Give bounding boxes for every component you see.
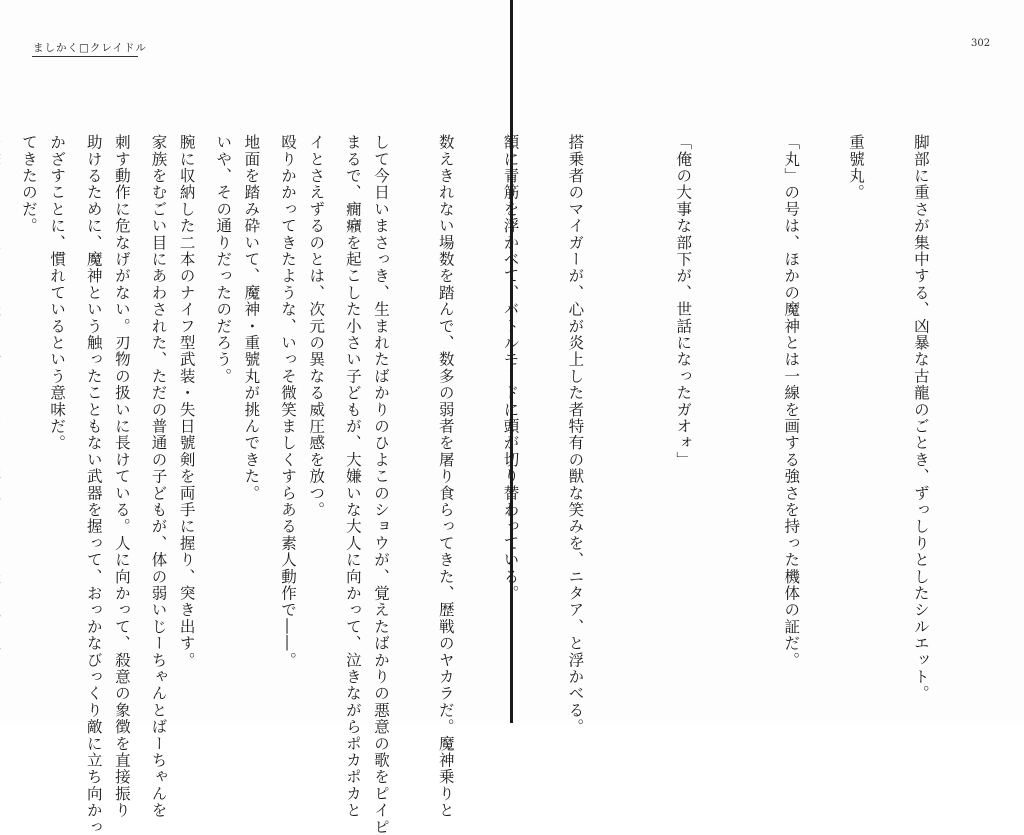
text-line: 家族をむごい目にあわされた、ただの普通の子どもが、体の弱いじーちゃんとばーちゃんを	[149, 134, 168, 819]
text-line	[0, 134, 2, 694]
text-line: 重號丸。	[847, 134, 866, 201]
text-line: 「俺の大事な部下が、世話になったガオォ」	[674, 134, 693, 468]
text-line: かざすことに、慣れているという意味だ。	[48, 134, 67, 452]
text-line: いや、その通りだったのだろう。	[214, 134, 233, 385]
page-number: 302	[971, 38, 991, 49]
text-line: 腕に収納した二本のナイフ型武装・失日號剣を両手に握り、突き出す。	[177, 134, 196, 669]
text-line: 地面を踏み砕いて、魔神・重號丸が挑んできた。	[242, 134, 261, 502]
text-line: 殴りかかってきたような、いっそ微笑ましくすらある素人動作で――。	[279, 134, 298, 669]
text-line: てきたのだ。	[19, 134, 38, 235]
text-line: 額に青筋を浮かべて、バトルモードに頭が切り替わっている。	[501, 134, 520, 602]
text-line: 脚部に重さが集中する、凶暴な古龍のごとき、ずっしりとしたシルエット。	[911, 134, 930, 702]
text-line: まるで、癇癪を起こした小さい子どもが、大嫌いな大人に向かって、泣きながらポカポカと	[343, 134, 362, 819]
running-title-rule	[32, 56, 138, 57]
running-title: ましかく□クレイドル	[33, 42, 147, 54]
text-line: 刺す動作に危なげがない。刃物の扱いに長けている。人に向かって、殺意の象徴を直接振り	[112, 134, 131, 819]
text-line: 搭乗者のマイガーが、心が炎上した者特有の獣な笑みを、ニタア、と浮かべる。	[566, 134, 585, 736]
text-line: イとさえずるのとは、次元の異なる威圧感を放つ。	[307, 134, 326, 519]
text-line: 助けるために、魔神という触ったこともない武器を握って、おっかなびっくり敵に立ち向かっ	[84, 134, 103, 835]
text-line: して今日いまさっき、生まれたばかりのひよこのショウが、覚えたばかりの悪意の歌をピイピ	[371, 134, 390, 835]
text-line: 数えきれない場数を踏んで、数多の弱者を屠り食らってきた、歴戦のヤカラだ。魔神乗りと	[436, 134, 455, 819]
text-line: 「丸」の号は、ほかの魔神とは一線を画する強さを持った機体の証だ。	[782, 134, 801, 669]
